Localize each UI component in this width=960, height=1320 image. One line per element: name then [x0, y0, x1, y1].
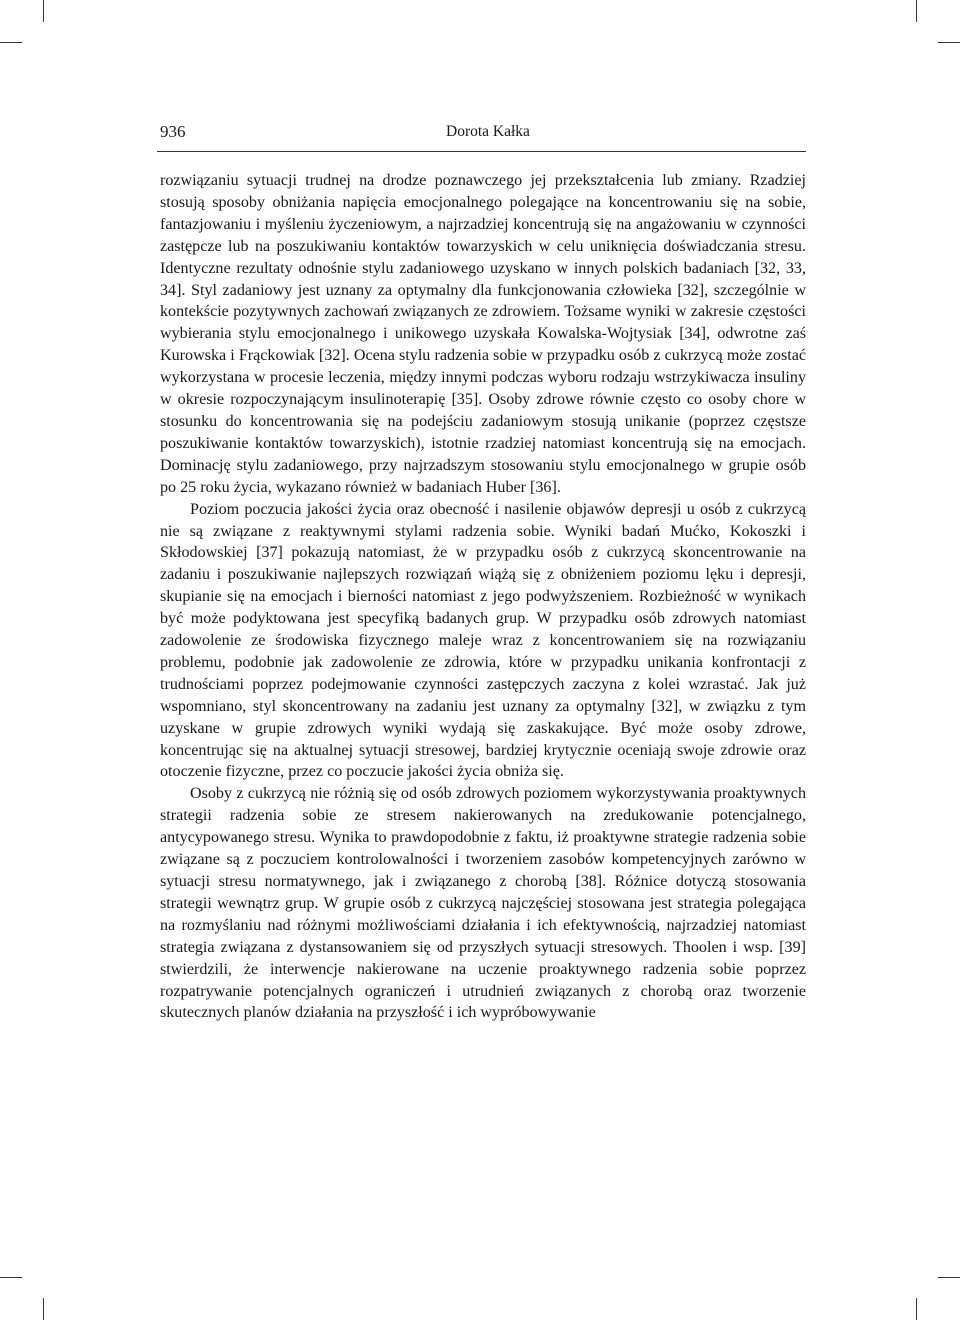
crop-mark-top-right: [916, 0, 917, 22]
crop-mark-bottom-right: [916, 1298, 917, 1320]
paragraph: Osoby z cukrzycą nie różnią się od osób zdrowych poziomem wykorzystywania proaktywnych strategii radzenia sobie ze stresem nakierowanych na zredukowanie potencjalnego, antycypowanego stresu. Wynika to prawdopodobnie z faktu, iż proaktywne strategie radzenia sobie związane są z poczuciem kontrolowalności i tworzeniem zasobów kompetencyjnych zarówno w sytuacji stresu normatywnego, jak i związanego z chorobą [38]. Różnice dotyczą stosowania strategii wewnątrz grup. W grupie osób z cukrzycą najczęściej stosowana jest strategia polegająca na rozmyślaniu nad różnymi możliwościami działania i ich efektywnością, najrzadziej natomiast strategia związana z dystansowaniem się od przyszłych sytuacji stresowych. Thoolen i wsp. [39] stwierdzili, że interwencje nakierowane na uczenie proaktywnego radzenia sobie poprzez rozpatrywanie potencjalnych ograniczeń i utrudnień związanych z chorobą oraz tworzenie skutecznych planów działania na przyszłość i ich wypróbowywanie: [160, 785, 806, 1022]
page-number: 936: [160, 122, 186, 141]
crop-mark-bottom-left: [43, 1298, 44, 1320]
crop-mark-bottom-right: [938, 1277, 960, 1278]
crop-mark-top-left: [0, 42, 22, 43]
header-rule: [157, 151, 806, 152]
crop-mark-top-left: [43, 0, 44, 22]
paragraph: rozwiązaniu sytuacji trudnej na drodze poznawczego jej przekształcenia lub zmiany. Rzadziej stosują sposoby obniżania napięcia emocjonalnego polegające na koncentrowaniu się na sobie, fantazjowaniu i myśleniu życzeniowym, a najrzadziej koncentrują się na angażowaniu w czynności zastępcze lub na poszukiwaniu kontaktów towarzyskich w celu uniknięcia doświadczania stresu. Identyczne rezultaty odnośnie stylu zadaniowego uzyskano w innych polskich badaniach [32, 33, 34]. Styl zadaniowy jest uznany za optymalny dla funkcjonowania człowieka [32], szczególnie w kontekście pozytywnych zachowań związanych ze zdrowiem. Tożsame wyniki w zakresie częstości wybierania stylu emocjonalnego i unikowego uzyskała Kowalska-Wojtysiak [34], odwrotne zaś Kurowska i Frąckowiak [32]. Ocena stylu radzenia sobie w przypadku osób z cukrzycą może zostać wykorzystana w procesie leczenia, między innymi podczas wyboru rodzaju wstrzykiwacza insuliny w okresie rozpoczynającym insulinoterapię [35]. Osoby zdrowe równie często co osoby chore w stosunku do koncentrowania się na podejściu zadaniowym stosują unikanie (poprzez częstsze poszukiwanie kontaktów towarzyskich), istotnie rzadziej natomiast koncentrują się na emocjach. Dominację stylu zadaniowego, przy najrzadszym stosowaniu stylu emocjonalnego w grupie osób po 25 roku życia, wykazano również w badaniach Huber [36].: [160, 172, 806, 496]
crop-mark-top-right: [938, 42, 960, 43]
paragraph: Poziom poczucia jakości życia oraz obecność i nasilenie objawów depresji u osób z cukrzycą nie są związane z reaktywnymi stylami radzenia sobie. Wyniki badań Mućko, Kokoszki i Skłodowskiej [37] pokazują natomiast, że w przypadku osób z cukrzycą skoncentrowanie na zadaniu i poszukiwanie najlepszych rozwiązań wiążą się z obniżeniem poziomu lęku i depresji, skupianie się na emocjach i bierności natomiast z jego podwyższeniem. Rozbieżność w wynikach być może podyktowana jest specyfiką badanych grup. W przypadku osób zdrowych natomiast zadowolenie ze środowiska fizycznego maleje wraz z koncentrowaniem się na rozwiązaniu problemu, podobnie jak zadowolenie ze zdrowia, które w przypadku unikania konfrontacji z trudnościami poprzez podejmowanie czynności zastępczych zaczyna z kolei wzrastać. Jak już wspomniano, styl skoncentrowany na zadaniu jest uznany za optymalny [32], w związku z tym uzyskane w grupie zdrowych wyniki wydają się zaskakujące. Być może osoby zdrowe, koncentrując się na aktualnej sytuacji stresowej, bardziej krytycznie oceniają swoje zdrowie oraz otoczenie fizyczne, przez co poczucie jakości życia obniża się.: [160, 500, 806, 781]
body-text: [160, 170, 806, 1024]
page-header: [160, 120, 806, 148]
crop-mark-bottom-left: [0, 1277, 22, 1278]
running-head-author: Dorota Kałka: [446, 123, 530, 140]
